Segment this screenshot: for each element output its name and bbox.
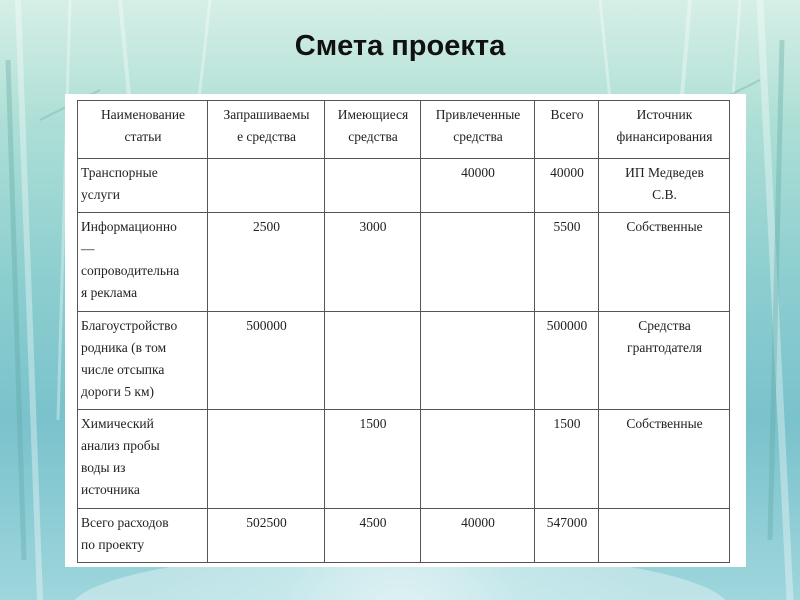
requested-cell (208, 159, 325, 213)
requested-cell: 2500 (208, 213, 325, 312)
item-name-cell: Химический анализ пробы воды из источника (78, 410, 208, 509)
estimate-sheet (65, 94, 746, 567)
requested-cell: 502500 (208, 509, 325, 563)
item-name-cell: Транспорные услуги (78, 159, 208, 213)
table-row-total (78, 509, 730, 563)
table-row (78, 159, 730, 213)
available-cell: 3000 (325, 213, 421, 312)
slide-title: Смета проекта (294, 30, 506, 62)
total-cell: 1500 (535, 410, 599, 509)
total-cell: 40000 (535, 159, 599, 213)
header-item-name: Наименование статьи (78, 101, 208, 159)
header-attracted-funds: Привлеченные средства (421, 101, 535, 159)
source-cell: Средства грантодателя (599, 312, 730, 410)
total-cell: 5500 (535, 213, 599, 312)
attracted-cell (421, 213, 535, 312)
table-row (78, 410, 730, 509)
source-cell: Собственные (599, 213, 730, 312)
total-cell: 547000 (535, 509, 599, 563)
available-cell (325, 312, 421, 410)
table-row (78, 213, 730, 312)
available-cell: 1500 (325, 410, 421, 509)
source-cell: Собственные (599, 410, 730, 509)
attracted-cell (421, 312, 535, 410)
requested-cell (208, 410, 325, 509)
attracted-cell (421, 410, 535, 509)
item-name-cell: Всего расходов по проекту (78, 509, 208, 563)
attracted-cell: 40000 (421, 509, 535, 563)
attracted-cell: 40000 (421, 159, 535, 213)
item-name-cell: Благоустройство родника (в том числе отсыпка дороги 5 км) (78, 312, 208, 410)
header-requested-funds: Запрашиваемы е средства (208, 101, 325, 159)
estimate-table (77, 100, 730, 563)
available-cell (325, 159, 421, 213)
source-cell (599, 509, 730, 563)
requested-cell: 500000 (208, 312, 325, 410)
header-available-funds: Имеющиеся средства (325, 101, 421, 159)
header-row (78, 101, 730, 159)
item-name-cell: Информационно — сопроводительна я реклама (78, 213, 208, 312)
header-funding-source: Источник финансирования (599, 101, 730, 159)
table-row (78, 312, 730, 410)
available-cell: 4500 (325, 509, 421, 563)
header-total: Всего (535, 101, 599, 159)
total-cell: 500000 (535, 312, 599, 410)
source-cell: ИП Медведев С.В. (599, 159, 730, 213)
